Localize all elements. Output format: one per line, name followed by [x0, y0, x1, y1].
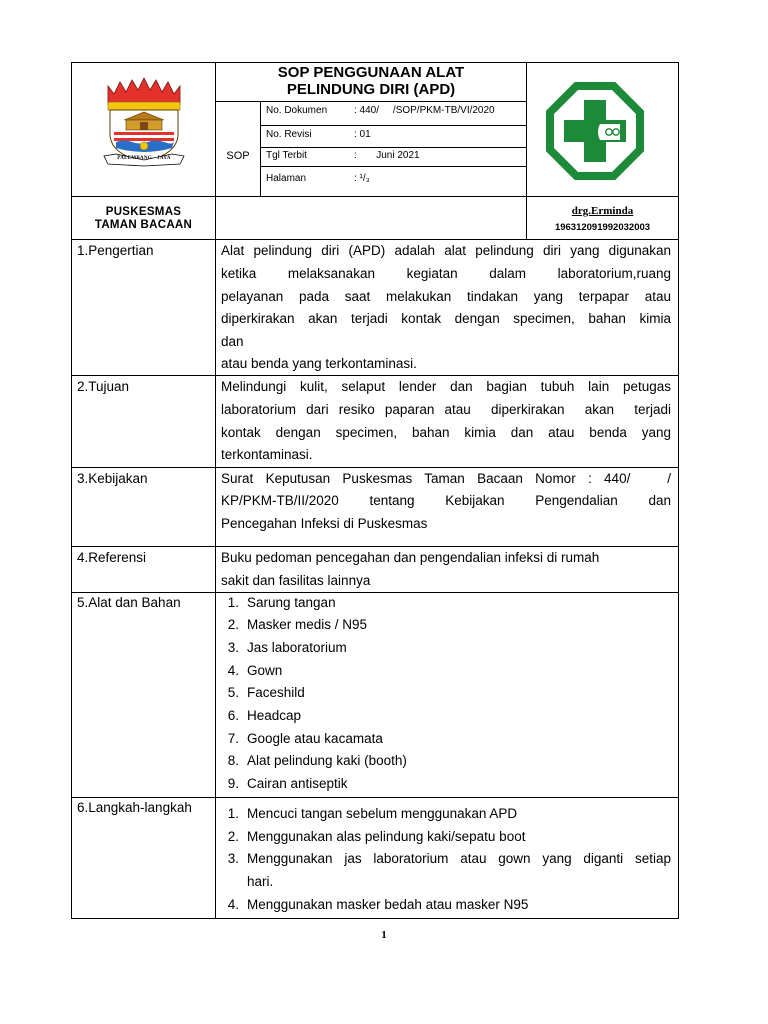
referensi-line: Buku pedoman pencegahan dan pengendalian infeksi di rumah [221, 550, 600, 565]
section-label-alat-bahan: 5.Alat dan Bahan [77, 595, 181, 610]
tujuan-line: Melindungi kulit, selaput lender dan bagian tubuh lain petugas [221, 379, 671, 394]
meta-value-tgl-terbit: : Juni 2021 [354, 150, 420, 161]
section-label-pengertian: 1.Pengertian [77, 243, 154, 258]
section-label-tujuan: 2.Tujuan [77, 379, 130, 394]
section-label-langkah: 6.Langkah-langkah [77, 800, 192, 815]
pengertian-line: ketika melaksanakan kegiatan dalam laboratorium,ruang [221, 266, 671, 281]
meta-label-tgl-terbit: Tgl Terbit [266, 150, 307, 161]
pengertian-line: Alat pelindung diri (APD) adalah alat pelindung diri yang digunakan [221, 243, 671, 258]
section-label-referensi: 4.Referensi [77, 550, 147, 565]
tujuan-line: kontak dengan specimen, bahan kimia dan atau benda yang [221, 425, 671, 440]
puskesmas-logo [546, 82, 644, 180]
meta-label-no-revisi: No. Revisi [266, 129, 312, 140]
meta-value-halaman: : ¹/₃ [354, 173, 370, 184]
tujuan-line: laboratorium dari resiko paparan atau diperkirakan akan terjadi [221, 402, 671, 417]
document-title-line2: PELINDUNG DIRI (APD) [286, 81, 456, 98]
sop-label: SOP [226, 150, 250, 162]
page-number: 1 [381, 929, 387, 941]
pengertian-line: diperkirakan akan terjadi kontak dengan specimen, bahan kimia [221, 311, 671, 326]
tujuan-line: terkontaminasi. [221, 447, 313, 462]
meta-value-no-revisi: : 01 [354, 129, 371, 140]
meta-label-no-dokumen: No. Dokumen [266, 105, 328, 116]
kebijakan-line: Surat Keputusan Puskesmas Taman Bacaan Nomor : 440/ / [221, 471, 671, 486]
table-border-top [71, 62, 679, 63]
table-border-bottom [71, 918, 679, 919]
section-label-kebijakan: 3.Kebijakan [77, 471, 148, 486]
institution-name-line2: TAMAN BACAAN [94, 219, 193, 231]
meta-label-halaman: Halaman [266, 173, 307, 184]
signer-name: drg.Erminda [571, 205, 634, 217]
meta-value-no-dokumen: : 440/ /SOP/PKM-TB/VI/2020 [354, 105, 495, 116]
signer-nip: 196312091992032003 [554, 222, 651, 233]
pengertian-line: pelayanan pada saat melakukan tindakan yang terpapar atau [221, 289, 671, 304]
pengertian-line: dan [221, 334, 244, 349]
kebijakan-line: Pencegahan Infeksi di Puskesmas [221, 516, 428, 531]
document-title-line1: SOP PENGGUNAAN ALAT [277, 64, 465, 81]
institution-name-line1: PUSKESMAS [105, 206, 182, 218]
pengertian-line: atau benda yang terkontaminasi. [221, 356, 417, 371]
kebijakan-line: KP/PKM-TB/II/2020 tentang Kebijakan Pengendalian dan [221, 493, 671, 508]
emblem-banner-text: PALEMBANG - JAYA [117, 156, 171, 161]
table-border-left [71, 62, 72, 919]
table-border-right [678, 62, 679, 919]
palembang-emblem-logo [102, 76, 186, 168]
referensi-line: sakit dan fasilitas lainnya [221, 573, 371, 588]
